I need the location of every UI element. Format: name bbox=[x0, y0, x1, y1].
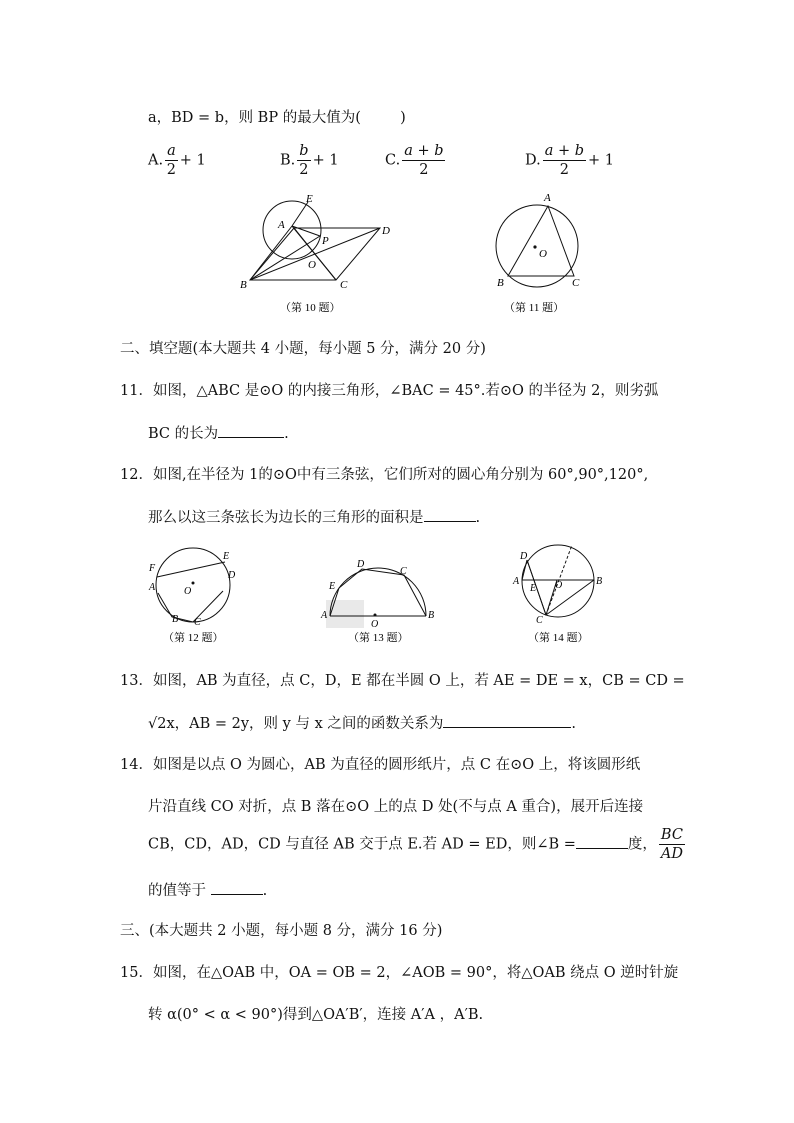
q12-period: . bbox=[475, 510, 481, 526]
q11-line1: 11．如图，△ABC 是⊙O 的内接三角形，∠BAC = 45°.若⊙O 的半径为 2，则劣弧 bbox=[120, 383, 659, 399]
fig11-label-a: A bbox=[544, 192, 551, 204]
q11-line2 bbox=[148, 423, 289, 444]
q12-answer-blank[interactable] bbox=[424, 507, 476, 522]
figure-10 bbox=[230, 188, 400, 318]
option-d-den: 2 bbox=[559, 162, 569, 178]
fig12-label-b: B bbox=[172, 614, 179, 625]
fig10-label-a: A bbox=[278, 219, 285, 231]
fig10-label-c: C bbox=[340, 279, 348, 291]
figure-12 bbox=[143, 545, 243, 645]
fig10-label-e: E bbox=[306, 193, 313, 205]
fig14-caption: （第 14 题） bbox=[528, 632, 589, 644]
option-c-den: 2 bbox=[419, 162, 429, 178]
q13-period: . bbox=[571, 716, 576, 732]
fig10-label-b: B bbox=[240, 279, 247, 291]
q10-stem-text: a，BD = b，则 BP 的最大值为( bbox=[148, 110, 361, 126]
fig13-label-a: A bbox=[321, 610, 328, 621]
q14-line2: 片沿直线 CO 对折，点 B 落在⊙O 上的点 D 处(不与点 A 重合)，展开后连接 bbox=[148, 799, 644, 815]
q14-frac-den: AD bbox=[660, 846, 683, 862]
fig13-caption: （第 13 题） bbox=[348, 632, 409, 644]
q14-line4-text: 的值等于 bbox=[148, 883, 206, 899]
option-a-tail: + 1 bbox=[179, 152, 206, 169]
option-c-num: a + b bbox=[404, 143, 444, 159]
q13-answer-blank[interactable] bbox=[443, 713, 571, 728]
q14-ratio-blank[interactable] bbox=[211, 880, 263, 895]
fig14-label-a: A bbox=[513, 576, 520, 587]
q12-line1: 12．如图,在半径为 1的⊙O中有三条弦，它们所对的圆心角分别为 60°,90°,120°, bbox=[120, 467, 649, 483]
q11-line2-text: BC 的长为 bbox=[148, 426, 219, 442]
q12-line2-text: 那么以这三条弦长为边长的三角形的面积是 bbox=[148, 510, 424, 526]
option-d-label: D. bbox=[525, 152, 541, 169]
fig11-label-o: O bbox=[539, 248, 547, 260]
fig10-label-d: D bbox=[382, 225, 390, 237]
fig10-caption: （第 10 题） bbox=[280, 302, 341, 314]
q11-period: . bbox=[284, 426, 289, 442]
option-c-label: C. bbox=[385, 152, 401, 169]
fig11-label-b: B bbox=[497, 277, 504, 289]
fig14-label-o: O bbox=[555, 580, 563, 591]
option-b-label: B. bbox=[280, 152, 296, 169]
fig10-label-o: O bbox=[308, 259, 316, 271]
figure-13 bbox=[318, 548, 436, 646]
figure-11 bbox=[488, 188, 588, 318]
fig14-label-b: B bbox=[596, 576, 603, 587]
q14-fraction bbox=[659, 826, 685, 863]
q15-line2: 转 α(0° < α < 90°)得到△OA′B′，连接 A′A ，A′B. bbox=[148, 1007, 484, 1023]
figure-14 bbox=[510, 543, 610, 646]
q12-line2 bbox=[148, 507, 480, 528]
q10-option-d[interactable] bbox=[525, 142, 614, 182]
fig13-label-e: E bbox=[329, 581, 336, 592]
q14-line3-text: CB，CD，AD，CD 与直径 AB 交于点 E.若 AD = ED，则∠B = bbox=[148, 836, 576, 853]
option-b-num: b bbox=[299, 143, 309, 159]
fig12-label-o: O bbox=[184, 586, 192, 597]
fig10-label-p: P bbox=[322, 235, 329, 247]
fig13-label-o: O bbox=[371, 619, 379, 630]
option-a-fraction bbox=[165, 142, 178, 179]
q13-line2-text: √2x，AB = 2y，则 y 与 x 之间的函数关系为 bbox=[148, 716, 444, 732]
q14-line1: 14．如图是以点 O 为圆心，AB 为直径的圆形纸片，点 C 在⊙O 上，将该圆形纸 bbox=[120, 757, 641, 773]
section-3-heading: 三、(本大题共 2 小题，每小题 8 分，满分 16 分) bbox=[120, 923, 443, 939]
q13-line2 bbox=[148, 713, 576, 734]
q10-option-a[interactable] bbox=[148, 142, 206, 182]
q14-line3 bbox=[148, 826, 687, 870]
q14-degree-text: 度， bbox=[627, 836, 657, 853]
fig12-caption: （第 12 题） bbox=[163, 632, 224, 644]
fig13-label-c: C bbox=[400, 566, 407, 577]
q15-line1: 15．如图，在△OAB 中，OA = OB = 2，∠AOB = 90°，将△OAB 绕点 O 逆时针旋 bbox=[120, 965, 679, 981]
fig12-label-e: E bbox=[223, 551, 230, 562]
section-2-heading: 二、填空题(本大题共 4 小题，每小题 5 分，满分 20 分) bbox=[120, 341, 486, 357]
option-d-num: a + b bbox=[544, 143, 585, 159]
fig14-label-e: E bbox=[530, 583, 537, 594]
fig11-label-c: C bbox=[572, 277, 580, 289]
q10-option-c[interactable] bbox=[385, 142, 447, 182]
q10-option-b[interactable] bbox=[280, 142, 339, 182]
q14-angle-blank[interactable] bbox=[576, 834, 628, 849]
q14-line4 bbox=[148, 880, 267, 901]
fig14-label-c: C bbox=[536, 615, 543, 626]
fig12-label-c: C bbox=[194, 617, 201, 628]
fig12-label-a: A bbox=[149, 582, 156, 593]
option-c-fraction bbox=[402, 142, 445, 179]
q13-line1: 13．如图，AB 为直径，点 C，D，E 都在半圆 O 上，若 AE = DE = x，CB = CD = bbox=[120, 673, 685, 689]
option-d-tail: + 1 bbox=[588, 152, 614, 169]
option-b-fraction bbox=[297, 142, 310, 179]
q10-stem bbox=[148, 108, 406, 128]
q14-frac-num: BC bbox=[660, 827, 683, 843]
option-d-fraction bbox=[543, 142, 586, 179]
q11-answer-blank[interactable] bbox=[218, 423, 284, 438]
fig12-label-f: F bbox=[149, 563, 156, 574]
q14-period: . bbox=[262, 883, 268, 899]
fig14-label-d: D bbox=[520, 551, 528, 562]
option-b-den: 2 bbox=[299, 162, 309, 178]
option-a-den: 2 bbox=[166, 162, 177, 178]
q10-paren-close: ) bbox=[400, 110, 406, 126]
fig12-label-d: D bbox=[228, 570, 236, 581]
fig13-label-b: B bbox=[428, 610, 435, 621]
option-a-label: A. bbox=[148, 152, 164, 169]
fig13-label-d: D bbox=[357, 559, 365, 570]
option-b-tail: + 1 bbox=[312, 152, 339, 169]
option-a-num: a bbox=[167, 143, 176, 159]
fig11-caption: （第 11 题） bbox=[504, 302, 565, 314]
